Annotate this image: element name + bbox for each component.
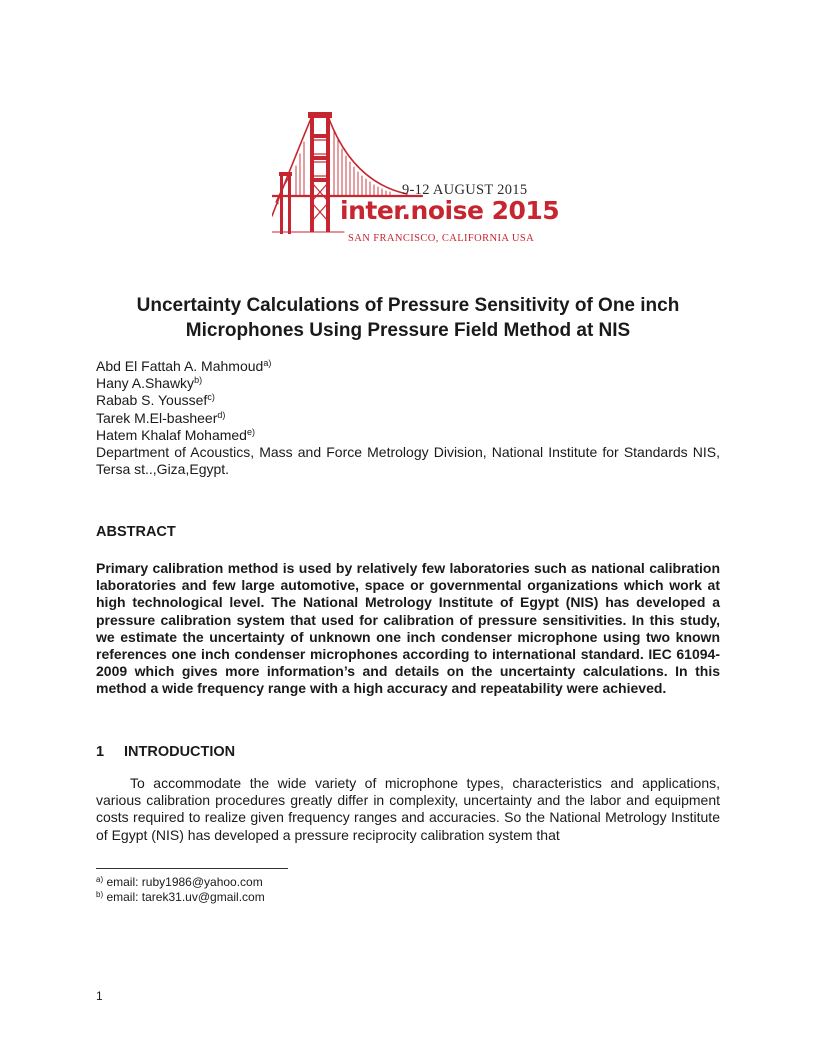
footnotes — [96, 875, 265, 905]
author-name: Tarek M.El-basheer — [96, 409, 218, 426]
author-name: Abd El Fattah A. Mahmoud — [96, 358, 264, 374]
golden-gate-bridge-icon — [272, 104, 552, 248]
author-line — [96, 358, 720, 375]
conference-logo — [272, 104, 560, 248]
page-number: 1 — [96, 989, 103, 1003]
author-line — [96, 410, 720, 427]
author-name: Hany A.Shawky — [96, 375, 195, 392]
conference-date: 9-12 AUGUST 2015 — [402, 182, 528, 198]
footnote — [96, 890, 265, 905]
section-title: INTRODUCTION — [124, 744, 236, 760]
author-name: Rabab S. Youssef — [96, 392, 208, 409]
author-name: Hatem Khalaf Mohamed — [96, 426, 247, 443]
abstract-text: Primary calibration method is used by relatively few laboratories such as national calibration laboratories and few large automotive, space or governmental organizations which work at high technological level. The National Metrology Institute of Egypt (NIS) has developed a pressure calibration system that used for calibration of pressure sensitivities. In this study, we estimate the uncertainty of unknown one inch condenser microphone using two known references one inch condenser microphones according to international standard. IEC 61094-2009 which gives more information’s and details on the uncertainty calculations. In this method a wide frequency range with a high accuracy and repeatability were achieved. — [96, 560, 720, 697]
affiliation-mark: e) — [246, 426, 255, 437]
author-line — [96, 392, 720, 409]
affiliation: Department of Acoustics, Mass and Force Metrology Division, National Institute for Standards NIS, Tersa st..,Giza,Egypt. — [96, 444, 720, 478]
paper-title: Uncertainty Calculations of Pressure Sensitivity of One inch Microphones Using Pressure Field Method at NIS — [136, 295, 680, 341]
section-number: 1 — [96, 744, 105, 760]
conference-location: SAN FRANCISCO, CALIFORNIA USA — [348, 233, 535, 244]
affiliation-mark: b) — [194, 375, 203, 386]
affiliation-mark: a) — [263, 358, 272, 368]
affiliation-mark: d) — [217, 409, 226, 420]
author-line — [96, 375, 720, 392]
abstract-heading: ABSTRACT — [96, 524, 176, 540]
affiliation-mark: c) — [207, 392, 215, 403]
footnote-mark: b) — [96, 890, 104, 899]
footnote — [96, 875, 265, 890]
footnote-text: email: tarek31.uv@gmail.com — [103, 890, 265, 904]
author-block — [96, 358, 720, 478]
footnote-text: email: ruby1986@yahoo.com — [103, 875, 263, 889]
section-heading — [96, 744, 235, 760]
footnote-divider — [96, 868, 288, 869]
conference-name: inter.noise 2015 — [340, 196, 560, 225]
author-line — [96, 427, 720, 444]
footnote-mark: a) — [96, 875, 104, 884]
introduction-text: To accommodate the wide variety of microphone types, characteristics and applications, various calibration procedures greatly differ in complexity, uncertainty and the labor and equipment costs required to realize given frequency ranges and accuracies. So the National Metrology Institute of Egypt (NIS) has developed a pressure reciprocity calibration system that — [96, 775, 720, 843]
